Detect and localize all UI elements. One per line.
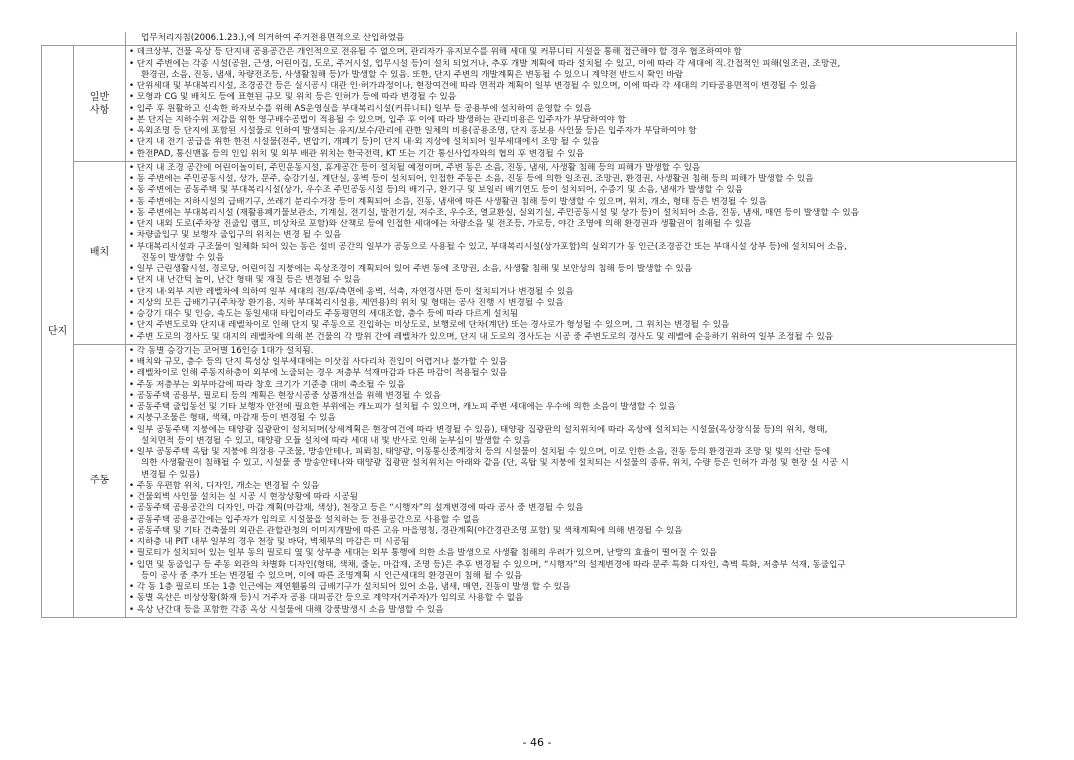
content-line: • 단지 내·외부 지반 레벨차에 의하여 일부 세대의 전/후/측면에 옹벽, 석축, 자연경사면 등이 설치되거나 변경될 수 있음 <box>129 286 574 297</box>
section-row <box>42 46 1017 162</box>
content-line: 등이 공사 중 추가 또는 변경될 수 있으며, 이에 따른 조명계획 시 인근세대의 환경권이 침해 될 수 있음 <box>141 570 523 581</box>
content-line: • 옥외조명 등 단지에 포함된 시설물로 인하여 발생되는 유지/보수/관리에 관한 일체의 비용(공용조명, 단지 홍보용 사인물 등)은 입주자가 부담하여야 함 <box>129 126 697 136</box>
content-line: • 단지 내외 도로(주차장 진출입 램프, 비상차로 포함)와 산책로 등에 인접한 세대에는 차량소음 및 전조등, 가로등, 야간 조명에 의해 환경권과 생활권이 침해될 수 있음 <box>129 219 752 229</box>
section-label-cell <box>74 161 126 344</box>
content-line: • 동별 옥산은 비상상황(화재 등)시 거주자 공용 대피공간 등으로 계약자(거주자)가 임의로 사용할 수 없음 <box>129 593 524 604</box>
content-line: • 모형과 CG 및 배치도 등에 표현된 규모 및 위치 등은 인허가 등에 따라 변경될 수 있음 <box>129 92 457 103</box>
content-line: • 본 단지는 지하수위 저감을 위한 영구배수공법이 적용될 수 있으며, 입주 후 이에 따라 발생하는 관리비용은 입주자가 부담하여야 함 <box>129 114 626 125</box>
content-line: 설치면적 등이 변경될 수 있고, 태양광 모듈 설치에 따라 세대 내 빛 반사로 인해 눈부심이 발생할 수 있음 <box>141 435 531 446</box>
content-line: • 승강기 대수 및 인승, 속도는 동일세대 타입이라도 주동평면의 세대조합, 층수 등에 따라 다르게 설치됨 <box>129 309 519 319</box>
page-number: - 46 - <box>522 736 552 749</box>
content-line: • 공동주택 및 기타 건축물의 외관은 관할관청의 이미지개발에 따른 고유 마을명칭, 경관계획(야간경관조명 포함) 및 색채계획에 의해 변경될 수 있음 <box>129 525 683 536</box>
content-line: • 동 주변에는 공동주택 및 부대복리시설(상가, 우수조 주민공동시설 등)의 배기구, 환기구 및 보일러 배기연도 등이 설치되어, 수증기 및 소음, 냄새가 발생할 수 있음 <box>129 185 744 196</box>
content-line: • 동 주변에는 부대복리시설 (재활용폐기물보관소, 기계실, 전기실, 발전기실, 저수조, 우수조, 열교환실, 실외기실, 주민공동시설 및 상가 등)이 설치되어 소음, 진동, 냄새, 매연 등이 발생할 수 있음 <box>129 207 860 218</box>
content-line: • 단위세대 및 부대복리시설, 조경공간 등은 실시공시 대관 인·허가과정이나, 현장여건에 따라 면적과 계획이 일부 변경될 수 있으며, 이에 따라 각 세대의 기타공용면적이 변경될 수 있음 <box>129 81 817 91</box>
content-line: • 단지 내 전기 공급을 위한 한전 시설물(전주, 변압기, 개폐기 등)이 단지 내·외 지상에 설치되어 일부세대에서 조망 될 수 있음 <box>129 137 600 148</box>
content-line: • 입주 후 원활하고 신속한 하자보수를 위해 AS운영실을 부대복리시설(커뮤니티) 일부 등 공용부에 설치하여 운영할 수 있음 <box>129 103 592 114</box>
content-line: • 주동 우편함 위치, 디자인, 개소는 변경될 수 있음 <box>129 480 320 491</box>
content-line: 환경권, 소음, 진동, 냄새, 차량전조등, 사생활침해 등)가 발생할 수 있음. 또한, 단지 주변의 개발계획은 변동될 수 있으니 계약전 반드시 확인 바람 <box>141 69 683 80</box>
content-line: • 옥상 난간대 등을 포함한 각종 옥상 시설물에 대해 강풍발생시 소음 발생할 수 있음 <box>129 604 444 615</box>
main-category-label: 단지 <box>47 326 68 337</box>
content-line: • 건물외벽 사인물 설치는 실 시공 시 현장상황에 따라 시공됨 <box>129 492 358 502</box>
section-label: 배치 <box>89 247 110 259</box>
content-line: • 데크상부, 건물 옥상 등 단지내 공용공간은 개인적으로 전유될 수 없으며, 관리자가 유지보수를 위해 세대 및 커뮤니티 시설을 통해 접근해야 할 경우 협조하여야 함 <box>129 47 742 58</box>
section-label-cell <box>74 46 126 162</box>
content-line: • 주변 도로의 경사도 및 대지의 레벨차에 의해 본 건물의 각 방위 간에 레벨차가 있으며, 단지 내 도로의 경사도는 시공 중 주변도로의 경사도 및 레벨에 순응하기 위하여 일부 조정될 수 있음 <box>129 331 834 342</box>
top-row <box>42 32 1017 46</box>
content-line: • 공동주택 공용공간의 디자인, 마감 계획(마감재, 색상), 천장고 등은 “시행자”의 설계변경에 따라 공사 중 변경될 수 있음 <box>129 503 584 514</box>
top-row-blank-2 <box>74 32 126 46</box>
content-line: • 지하층 내 PIT 내부 일부의 경우 천장 및 바닥, 벽체부의 마감은 미 시공됨 <box>129 537 410 547</box>
top-row-blank <box>42 32 74 46</box>
content-line: • 단지 내 조경 공간에 어린이놀이터, 주민운동시설, 휴게공간 등이 설치될 예정이며, 주변 동은 소음, 진동, 냄새, 사생활 침해 등의 피해가 발생할 수 있음 <box>129 162 701 173</box>
content-line: • 단지 내 난간턱 높이, 난간 형태 및 재질 등은 변경될 수 있음 <box>129 275 361 286</box>
section-content-cell <box>126 161 1017 344</box>
spec-table <box>41 32 1017 618</box>
content-line: • 단지 주변도로와 단지내 레벨차이로 인해 단지 및 주동으로 진입하는 비상도로, 보행로에 단차(계단) 또는 경사로가 형성될 수 있으며, 그 위치는 변경될 수 있음 <box>129 320 730 331</box>
content-line: • 동 주변에는 지하시설의 급배기구, 쓰레기 분리수거장 등이 계획되어 소음, 진동, 냄새에 따른 사생활권 침해 등이 발생할 수 있으며, 위치, 개소, 형태 등은 변경될 수 있음 <box>129 196 767 207</box>
content-line: • 차량출입구 및 보행자 출입구의 위치는 변경 될 수 있음 <box>129 230 342 241</box>
document-page <box>41 32 1016 618</box>
section-content-cell <box>126 344 1017 617</box>
content-line: 진동이 발생할 수 있음 <box>141 252 224 263</box>
content-line: • 일부 공동주택 지붕에는 태양광 집광판이 설치되며(상세계획은 현장여건에 따라 변경될 수 있음), 태양광 집광판의 설치위치에 따라 옥상에 설치되는 시설물(옥상장식물 등)의 위치, 형태, <box>129 424 828 435</box>
content-line: • 공동주택 출입동선 및 기타 보행자 안전에 필요한 부위에는 캐노피가 설치될 수 있으며, 캐노피 주변 세대에는 우수에 의한 소음이 발생할 수 있음 <box>129 402 676 412</box>
content-line: 의한 사생활권이 침해될 수 있고, 시설물 중 방송안테나와 태양광 집광판 설치위치는 아래와 같음 (단, 옥탑 및 지붕에 설치되는 시설물의 종류, 위치, 수량 등은 인허가 과정 및 현장 실 시공 시 <box>141 458 849 469</box>
section-label: 사항 <box>89 104 110 116</box>
content-line: • 공동주택 공용공간에는 입주자가 임의로 시설물을 설치하는 등 전용공간으로 사용할 수 없음 <box>129 514 480 525</box>
content-line: • 지상의 모든 급배기구(주차장 환기용, 지하 부대복리시설용, 제연용)의 위치 및 형태는 공사 진행 시 변경될 수 있음 <box>129 297 564 308</box>
section-content-cell <box>126 46 1017 162</box>
content-line: • 일부 공동주택 옥탑 및 지붕에 의장용 구조물, 방송안테나, 피뢰침, 태양광, 이동통신중계장치 등의 시설물이 설치될 수 있으며, 이로 인한 소음, 진동 등의 환경권과 조망 및 빛의 산란 등에 <box>129 447 831 457</box>
top-row-text: 업무처리지침(2006.1.23.),에 의거하여 주거전용면적으로 산입하였음 <box>141 33 405 43</box>
content-line: • 한전PAD, 통신맨홀 등의 인입 위치 및 외부 배관 위치는 한국전력, KT 또는 기간 통신사업자와의 협의 후 변경될 수 있음 <box>129 148 585 159</box>
content-line: • 단지 주변에는 각종 시설(공원, 근생, 어린이집, 도로, 주거시설, 업무시설 등)이 설치 되었거나, 추후 개발 계획에 따라 설치될 수 있고, 이에 따라 각 세대에 직.간접적인 피해(일조권, 조망권, <box>129 58 841 69</box>
section-label-cell <box>74 344 126 617</box>
content-line: • 부대복리시설과 구조물이 일체화 되어 있는 동은 설비 공간의 일부가 공동으로 사용될 수 있고, 부대복리시설(상가포함)의 실외기가 동 인근(조경공간 또는 부대시설 상부 등)에 설치되어 소음, <box>129 241 847 252</box>
content-line: 변경될 수 있음) <box>141 469 200 480</box>
main-category-cell <box>42 46 74 618</box>
spec-table-body <box>42 32 1017 617</box>
content-line: • 주동 저층부는 외부마감에 따라 창호 크기가 기준층 대비 축소될 수 있음 <box>129 379 405 390</box>
section-label: 주동 <box>89 475 110 487</box>
content-line: • 공동주택 공용부, 필로티 등의 계획은 현장시공중 상품개선을 위해 변경될 수 있음 <box>129 390 441 401</box>
content-line: • 입면 및 동출입구 등 주동 외관의 차별화 디자인(형태, 색채, 줄눈, 마감재, 조명 등)은 추후 변경될 수 있으며, “시행자”의 설계변경에 따라 문주 특화 디자인, 측벽 특화, 저층부 석재, 동출입구 <box>129 559 846 570</box>
content-line: • 레벨차이로 인해 주동지하층이 외부에 노출되는 경우 저층부 석재마감과 다른 마감이 적용될수 있음 <box>129 368 508 379</box>
content-line: • 필로티가 설치되어 있는 일부 동의 필로티 옆 및 상부층 세대는 외부 통행에 의한 소음 발생으로 사생활 침해의 우려가 있으며, 난방의 효율이 떨어질 수 있음 <box>129 548 718 559</box>
content-line: • 지붕구조물은 형태, 색채, 마감재 등이 변경될 수 있음 <box>129 413 336 424</box>
content-line: • 일부 근린생활시설, 경로당, 어린이집 지붕에는 옥상조경이 계획되어 있어 주변 동에 조망권, 소음, 사생활 침해 및 보안상의 침해 등이 발생할 수 있음 <box>129 264 693 274</box>
content-line: • 배치와 규모, 층수 등의 단지 특성상 일부세대에는 이삿짐 사다리차 진입이 어렵거나 불가할 수 있음 <box>129 357 508 367</box>
content-line: • 각 동 1층 필로티 또는 1층 인근에는 제연휀룸의 급배기구가 설치되어 있어 소음, 냄새, 매연, 진동이 발생 할 수 있음 <box>129 582 571 592</box>
section-row <box>42 344 1017 617</box>
content-line: • 동 주변에는 주민공동시설, 상가, 문주, 승강기실, 계단실, 옹벽 등이 설치되어, 인접한 주동은 소음, 진동 등에 의한 일조권, 조망권, 환경권, 사생활권 침해 등의 피해가 발생할 수 있음 <box>129 174 814 184</box>
section-label: 일반 <box>89 91 110 103</box>
top-row-content <box>126 32 1017 46</box>
section-row <box>42 161 1017 344</box>
content-line: • 각 동별 승강기는 코어별 16인승 1대가 설치됨. <box>129 345 314 356</box>
